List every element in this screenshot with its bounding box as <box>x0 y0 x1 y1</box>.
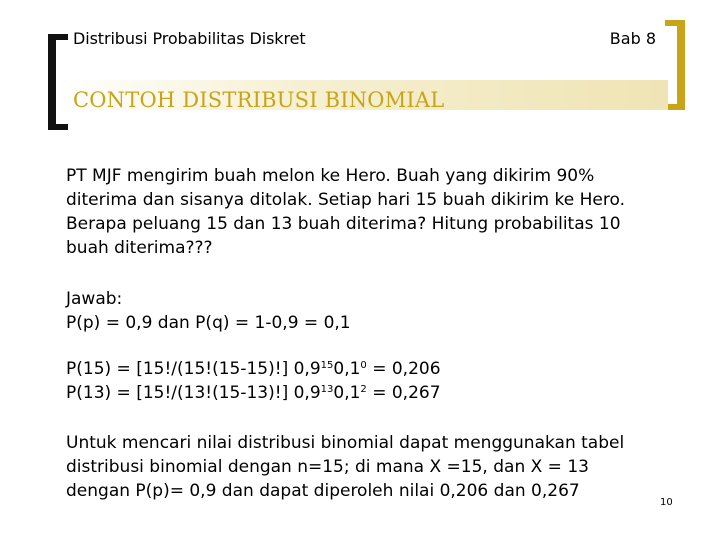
conclusion-block <box>66 431 666 503</box>
left-bracket-vertical <box>48 34 56 130</box>
course-title: Distribusi Probabilitas Diskret <box>73 29 306 48</box>
left-bracket-bottom <box>48 124 68 130</box>
problem-line: Berapa peluang 15 dan 13 buah diterima? Hitung probabilitas 10 <box>66 214 621 234</box>
calc-prefix: P(13) = [15!/(13!(15-13)!] 0,9 <box>66 383 321 403</box>
right-bracket-top <box>665 20 685 26</box>
problem-statement <box>66 164 666 260</box>
calc-exponent: 13 <box>320 384 334 395</box>
problem-line: diterima dan sisanya ditolak. Setiap hari 15 buah dikirim ke Hero. <box>66 190 625 210</box>
conclusion-line: dengan P(p)= 0,9 dan dapat diperoleh nilai 0,206 dan 0,267 <box>66 481 580 501</box>
calc-result: = 0,267 <box>366 383 441 403</box>
conclusion-line: distribusi binomial dengan n=15; di mana X =15, dan X = 13 <box>66 457 589 477</box>
left-bracket-top <box>48 34 68 40</box>
calc-result: = 0,206 <box>366 359 441 379</box>
right-bracket-bottom <box>665 104 685 110</box>
calc-mid: 0,1 <box>333 383 361 403</box>
answer-block <box>66 287 666 335</box>
calculations-block <box>66 357 666 405</box>
answer-given: P(p) = 0,9 dan P(q) = 1-0,9 = 0,1 <box>66 313 351 333</box>
conclusion-line: Untuk mencari nilai distribusi binomial dapat menggunakan tabel <box>66 433 625 453</box>
calc-exponent: 2 <box>360 384 367 395</box>
problem-line: buah diterima??? <box>66 238 213 258</box>
calc-mid: 0,1 <box>333 359 361 379</box>
calculation-line <box>66 357 666 381</box>
page-number: 10 <box>660 497 673 508</box>
calc-exponent: 15 <box>320 360 334 371</box>
chapter-label: Bab 8 <box>609 29 656 48</box>
right-bracket-vertical <box>677 20 685 110</box>
slide-title: CONTOH DISTRIBUSI BINOMIAL <box>73 88 445 112</box>
answer-label: Jawab: <box>66 289 123 309</box>
calc-exponent: 0 <box>360 360 367 371</box>
calculation-line <box>66 381 666 405</box>
problem-line: PT MJF mengirim buah melon ke Hero. Buah yang dikirim 90% <box>66 166 595 186</box>
calc-prefix: P(15) = [15!/(15!(15-15)!] 0,9 <box>66 359 321 379</box>
